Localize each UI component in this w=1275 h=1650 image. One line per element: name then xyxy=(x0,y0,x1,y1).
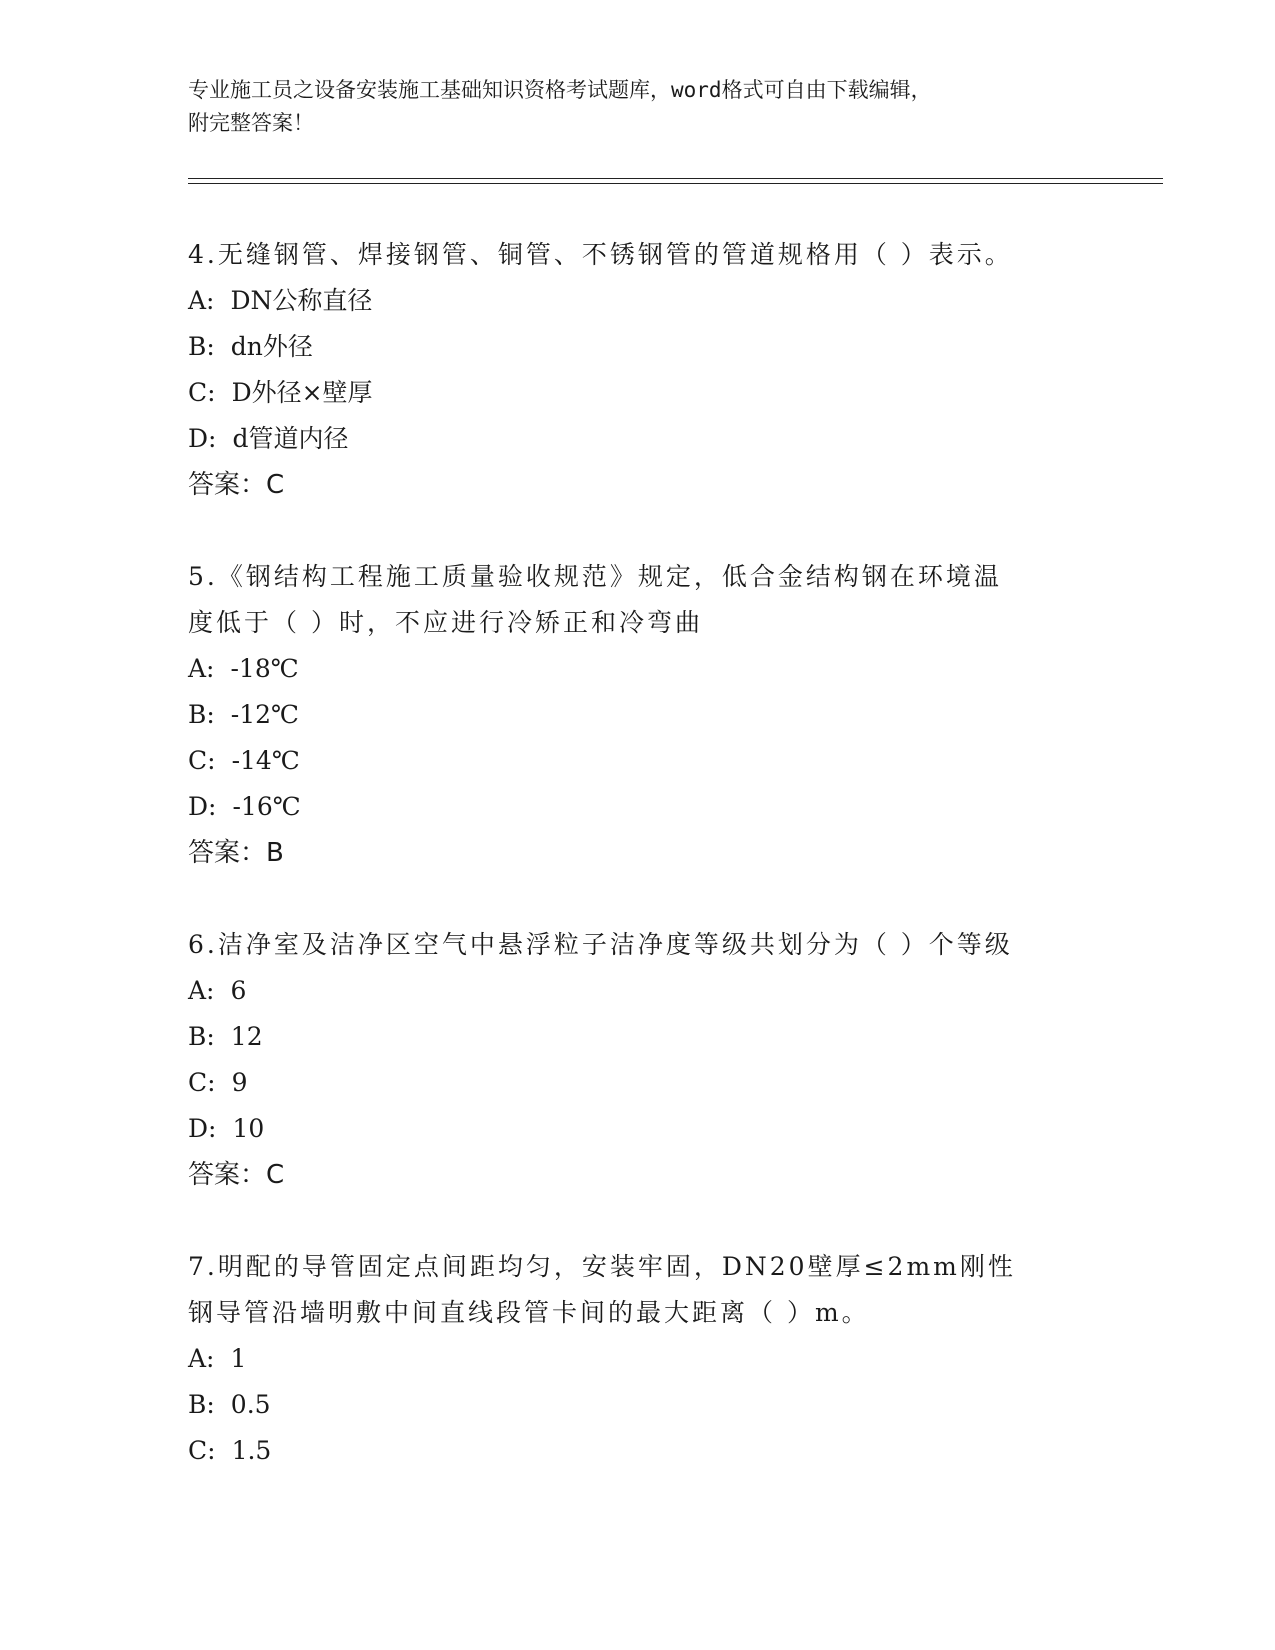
question-6 xyxy=(188,922,1088,1198)
option-b: B: 0.5 xyxy=(188,1390,271,1419)
header-divider-top xyxy=(188,178,1163,179)
question-5 xyxy=(188,554,1088,876)
option-c: C: -14℃ xyxy=(188,746,300,775)
option-d: D: d管道内径 xyxy=(188,424,349,453)
option-d: D: -16℃ xyxy=(188,792,301,821)
question-stem: 4.无缝钢管、焊接钢管、铜管、不锈钢管的管道规格用（ ）表示。 xyxy=(188,240,1013,269)
question-list xyxy=(188,232,1088,1520)
answer-line: 答案：B xyxy=(188,838,284,868)
option-a: A: -18℃ xyxy=(188,654,299,683)
option-c: C: 9 xyxy=(188,1068,248,1097)
header-line-2: 附完整答案！ xyxy=(188,111,314,135)
option-a: A: 1 xyxy=(188,1344,247,1373)
question-7 xyxy=(188,1244,1088,1474)
answer-line: 答案：C xyxy=(188,1160,285,1190)
option-c: C: D外径×壁厚 xyxy=(188,378,373,407)
option-d: D: 10 xyxy=(188,1114,265,1143)
option-a: A: 6 xyxy=(188,976,247,1005)
answer-line: 答案：C xyxy=(188,470,285,500)
question-stem: 5.《钢结构工程施工质量验收规范》规定，低合金结构钢在环境温度低于（ ）时，不应进行冷矫正和冷弯曲 xyxy=(188,562,1002,637)
header-divider-bottom xyxy=(188,183,1163,184)
header-line-1: 专业施工员之设备安装施工基础知识资格考试题库，word格式可自由下载编辑， xyxy=(188,78,932,102)
option-c: C: 1.5 xyxy=(188,1436,272,1465)
question-4 xyxy=(188,232,1088,508)
option-b: B: -12℃ xyxy=(188,700,300,729)
option-b: B: 12 xyxy=(188,1022,263,1051)
option-a: A: DN公称直径 xyxy=(188,286,373,315)
document-header xyxy=(188,74,1068,140)
option-b: B: dn外径 xyxy=(188,332,313,361)
question-stem: 7.明配的导管固定点间距均匀，安装牢固，DN20壁厚≤2mm刚性钢导管沿墙明敷中间直线段管卡间的最大距离（ ）m。 xyxy=(188,1252,1016,1327)
question-stem: 6.洁净室及洁净区空气中悬浮粒子洁净度等级共划分为（ ）个等级 xyxy=(188,930,1013,959)
